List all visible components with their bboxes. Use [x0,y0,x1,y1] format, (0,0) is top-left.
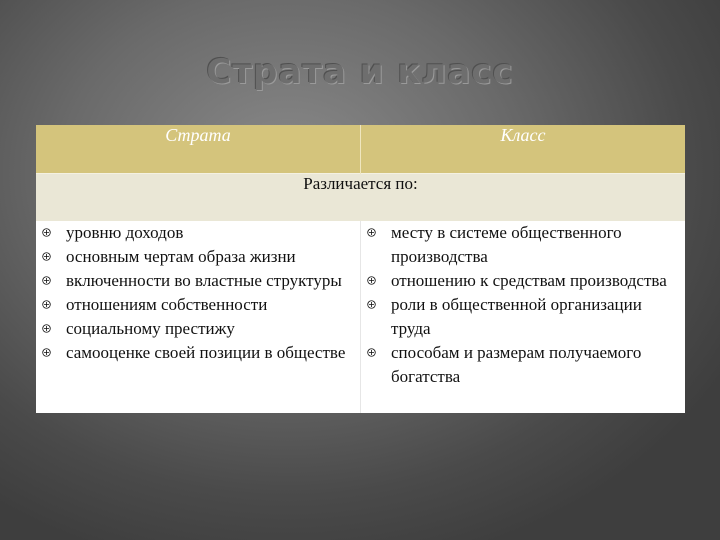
circled-plus-icon [42,348,51,357]
list-item-text: месту в системе общественного производства [391,223,622,266]
list-item-text: включенности во властные структуры [66,271,342,290]
list-item-text: отношению к средствам производства [391,271,667,290]
list-item [391,341,685,389]
circled-plus-icon [42,228,51,237]
comparison-table [36,125,685,413]
list-item-text: социальному престижу [66,319,235,338]
list-item [66,293,360,317]
strata-criteria-list [36,221,360,365]
list-item-text: отношениям собственности [66,295,268,314]
list-item [391,293,685,341]
list-item [66,341,360,365]
circled-plus-icon [42,252,51,261]
subheader-differs-by: Различается по: [36,173,685,221]
list-item [66,269,360,293]
criteria-row [36,221,685,413]
circled-plus-icon [42,300,51,309]
list-item [66,221,360,245]
class-criteria-list [361,221,685,389]
circled-plus-icon [367,276,376,285]
header-row [36,125,685,173]
circled-plus-icon [367,300,376,309]
list-item-text: способам и размерам получаемого богатства [391,343,642,386]
header-class: Класс [361,125,686,173]
strata-criteria-cell [36,221,361,413]
class-criteria-cell [361,221,686,413]
list-item [66,245,360,269]
list-item [391,221,685,269]
list-item [391,269,685,293]
circled-plus-icon [367,228,376,237]
circled-plus-icon [367,348,376,357]
circled-plus-icon [42,324,51,333]
list-item-text: самооценке своей позиции в обществе [66,343,346,362]
header-strata: Страта [36,125,361,173]
slide-title: Страта и класс [206,52,514,92]
list-item [66,317,360,341]
subheader-row [36,173,685,221]
list-item-text: уровню доходов [66,223,184,242]
list-item-text: роли в общественной организации труда [391,295,642,338]
list-item-text: основным чертам образа жизни [66,247,296,266]
circled-plus-icon [42,276,51,285]
